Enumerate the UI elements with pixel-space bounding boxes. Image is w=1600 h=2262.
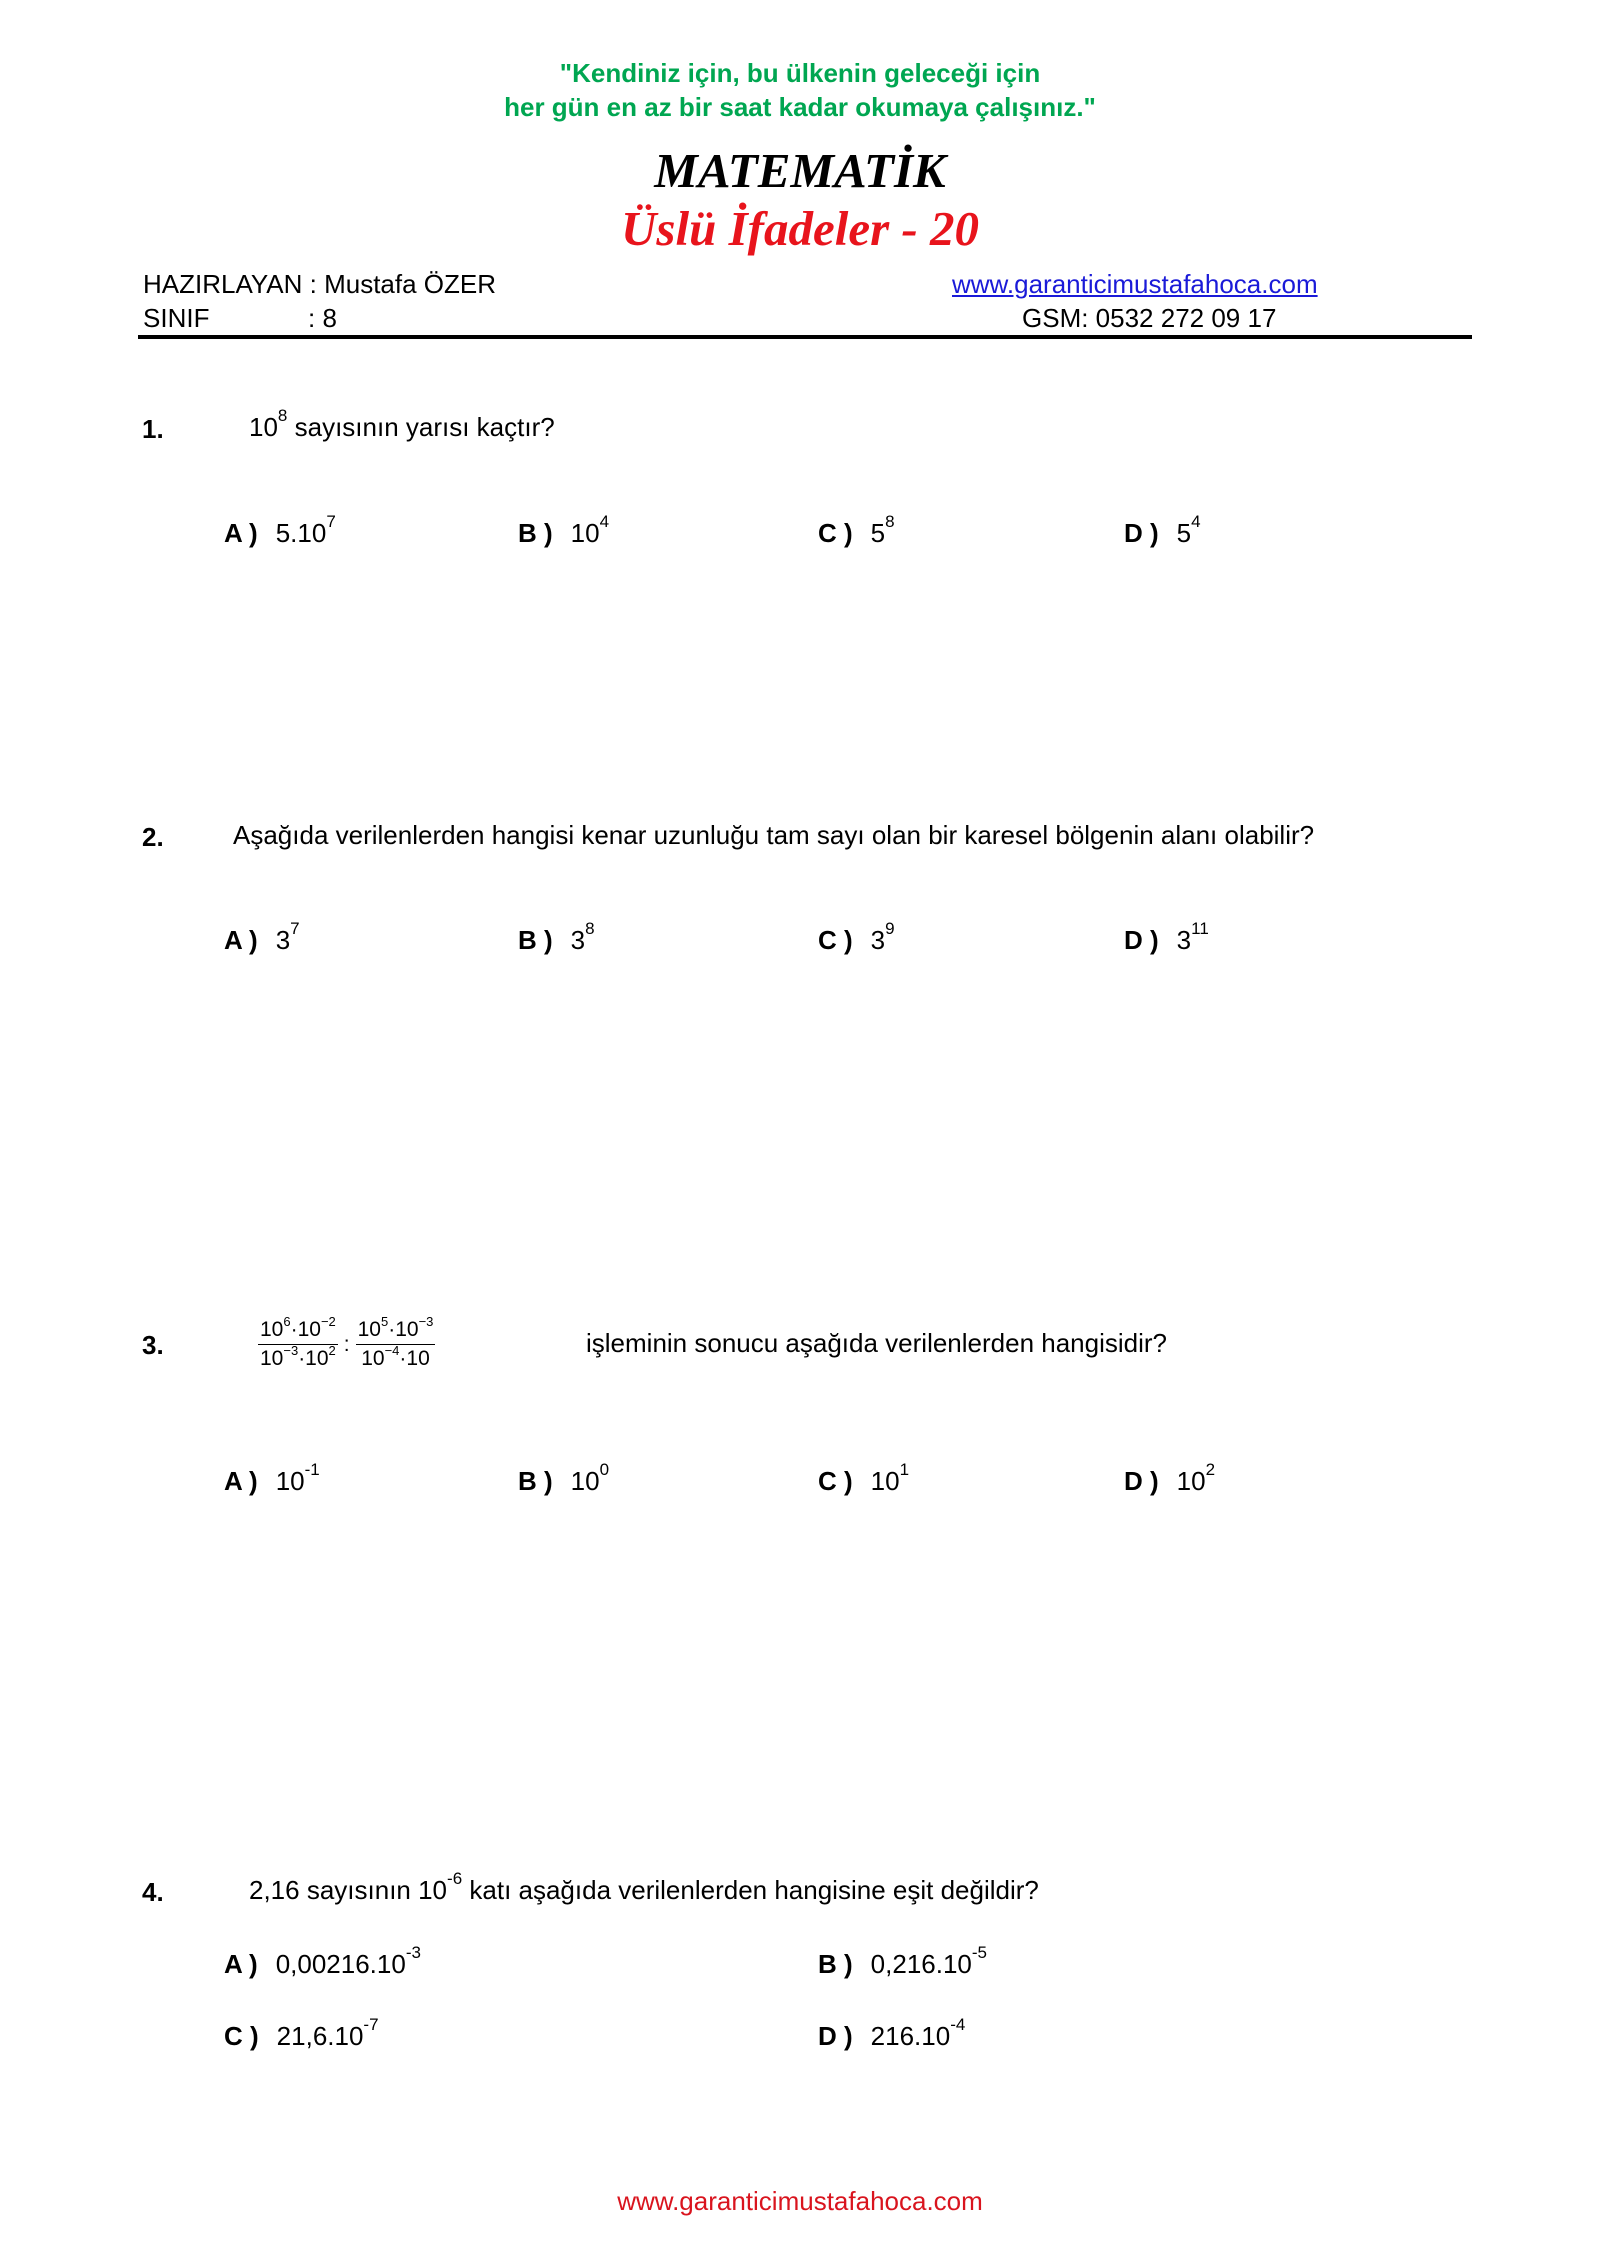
class-value: : 8	[308, 303, 337, 333]
author-label: HAZIRLAYAN : Mustafa ÖZER	[143, 269, 497, 299]
question-1-text: $10^8$ sayısının yarısı kaçtır?	[249, 406, 555, 442]
question-1-option-c[interactable]: C ) $5^8$	[818, 512, 895, 548]
subject-title: MATEMATİK	[654, 143, 946, 198]
question-2-option-b[interactable]: B ) $3^8$	[518, 919, 595, 955]
question-3-option-a[interactable]: A ) $10^{-1}$	[224, 1460, 320, 1496]
question-3-option-c[interactable]: C ) $10^1$	[818, 1460, 910, 1496]
question-4-text: 2,16 sayısının $10^{-6}$ katı aşağıda verilenlerden hangisine eşit değildir?	[249, 1869, 1039, 1905]
topic-title: Üslü İfadeler - 20	[621, 201, 979, 256]
question-1-number: 1.	[142, 414, 164, 444]
question-2-option-a[interactable]: A ) $3^7$	[224, 919, 300, 955]
fraction-2: $\frac{10^5\cdot 10^{-3}}{10^{-4}\cdot 10}$	[357, 1314, 434, 1370]
question-3-number: 3.	[142, 1330, 164, 1360]
footer-website[interactable]: www.garanticimustafahoca.com	[617, 2186, 983, 2216]
question-4-option-b[interactable]: B ) $0,216.10^{-5}$	[818, 1943, 988, 1979]
question-2-number: 2.	[142, 822, 164, 852]
gsm-number: GSM: 0532 272 09 17	[1022, 303, 1277, 333]
question-3-expression	[258, 1314, 435, 1371]
motivational-quote-line-2: her gün en az bir saat kadar okumaya çalışınız."	[504, 92, 1096, 122]
question-1-option-b[interactable]: B ) $10^4$	[518, 512, 610, 548]
question-4-number: 4.	[142, 1877, 164, 1907]
question-2-option-d[interactable]: D ) $3^{11}$	[1124, 919, 1209, 955]
division-operator: :	[343, 1332, 350, 1356]
question-4-option-d[interactable]: D ) $216.10^{-4}$	[818, 2015, 966, 2051]
question-2-text: Aşağıda verilenlerden hangisi kenar uzunluğu tam sayı olan bir karesel bölgenin alanı olabilir?	[233, 820, 1315, 850]
question-4-option-a[interactable]: A ) $0,00216.10^{-3}$	[224, 1943, 421, 1979]
question-3-option-b[interactable]: B ) $10^0$	[518, 1460, 610, 1496]
class-label: SINIF	[143, 303, 210, 333]
fraction-1: $\frac{10^6\cdot 10^{-2}}{10^{-3}\cdot 10^2}$	[260, 1314, 336, 1370]
question-4-option-c[interactable]: C ) $21,6.10^{-7}$	[224, 2015, 379, 2051]
website-link[interactable]: www.garanticimustafahoca.com	[952, 269, 1318, 299]
question-1-option-d[interactable]: D ) $5^4$	[1124, 512, 1201, 548]
question-3-option-d[interactable]: D ) $10^2$	[1124, 1460, 1216, 1496]
question-2-option-c[interactable]: C ) $3^9$	[818, 919, 895, 955]
motivational-quote-line-1: "Kendiniz için, bu ülkenin geleceği için	[559, 58, 1041, 88]
question-3-text: işleminin sonucu aşağıda verilenlerden hangisidir?	[586, 1328, 1168, 1358]
question-1-option-a[interactable]: A ) 5.10$^7$	[224, 512, 336, 548]
header-divider	[138, 335, 1472, 339]
